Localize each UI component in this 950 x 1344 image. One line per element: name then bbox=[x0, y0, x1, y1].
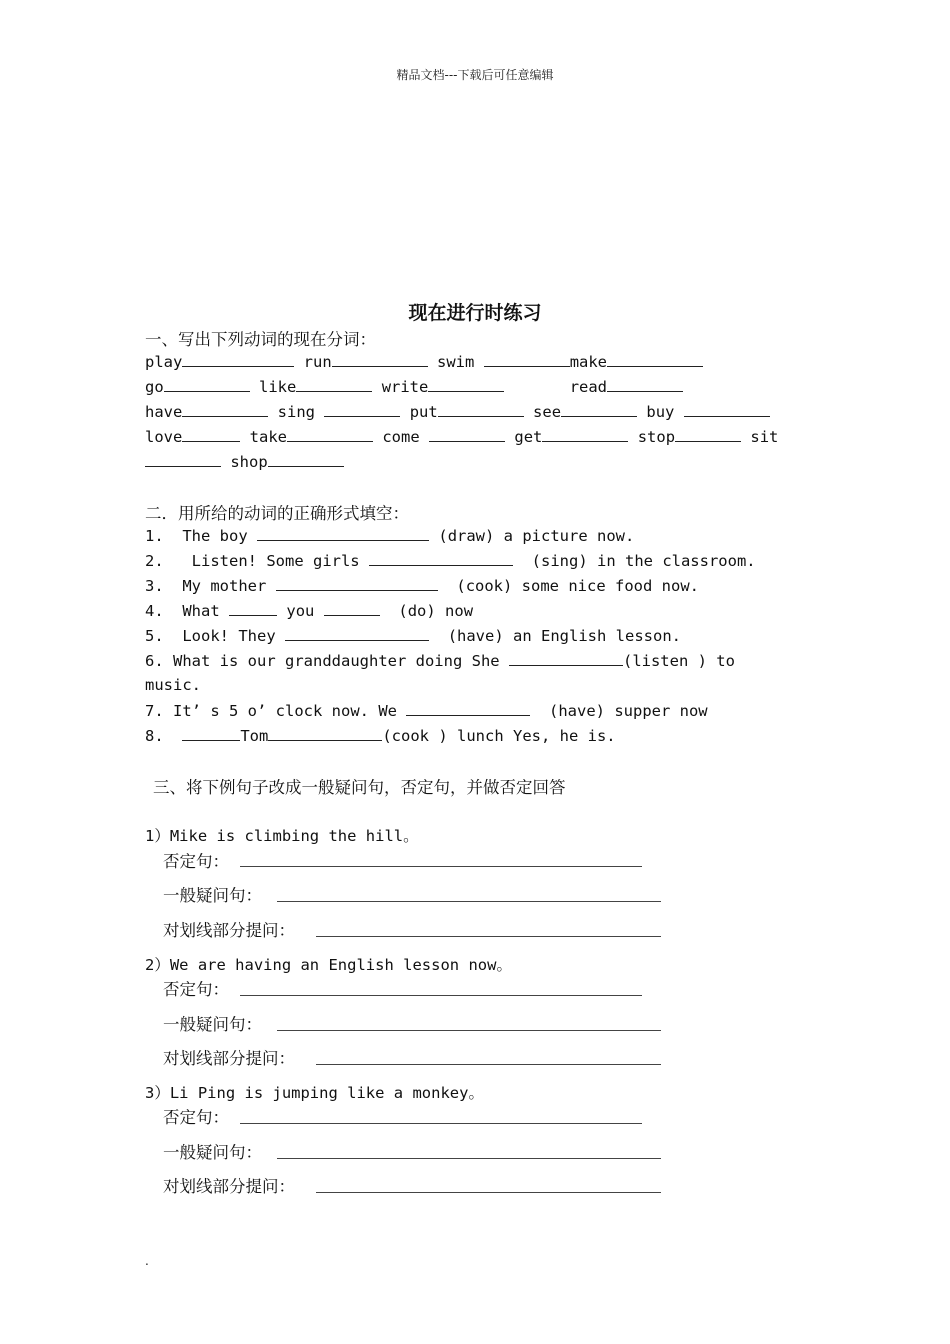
answer-blank[interactable] bbox=[484, 352, 570, 367]
verb-row-1 bbox=[145, 352, 703, 371]
item-text: My mother bbox=[182, 577, 267, 595]
wh-question-label: 对划线部分提问： bbox=[163, 921, 295, 940]
item-text: What is our granddaughter doing She bbox=[173, 652, 500, 670]
question-label: 一般疑问句： bbox=[163, 1015, 262, 1034]
verb-row-3 bbox=[145, 402, 770, 421]
answer-blank[interactable] bbox=[229, 601, 277, 616]
sentence-2: 2）We are having an English lesson now。 bbox=[145, 956, 512, 974]
section3-heading: 三、将下例句子改成一般疑问句，否定句，并做否定回答 bbox=[153, 778, 566, 797]
answer-blank[interactable] bbox=[296, 377, 372, 392]
item-number: 6. bbox=[145, 652, 164, 670]
answer-blank[interactable] bbox=[369, 551, 513, 566]
exercise-item-7 bbox=[145, 701, 708, 720]
answer-blank[interactable] bbox=[268, 452, 344, 467]
exercise-item-5 bbox=[145, 626, 681, 645]
negative-answer-line[interactable] bbox=[240, 1123, 642, 1124]
answer-blank[interactable] bbox=[561, 402, 637, 417]
item-text: (cook ) lunch Yes, he is. bbox=[382, 727, 616, 745]
item-text: (listen ) to bbox=[622, 652, 735, 670]
verb: stop bbox=[637, 428, 676, 446]
answer-blank[interactable] bbox=[182, 352, 294, 367]
answer-blank[interactable] bbox=[164, 377, 250, 392]
section2-heading: 二．用所给的动词的正确形式填空： bbox=[145, 504, 409, 523]
answer-blank[interactable] bbox=[324, 601, 380, 616]
exercise-item-6 bbox=[145, 651, 735, 670]
answer-blank[interactable] bbox=[607, 352, 703, 367]
item-text: It’ s 5 o’ clock now. We bbox=[173, 702, 397, 720]
answer-blank[interactable] bbox=[182, 726, 240, 741]
question-label: 一般疑问句： bbox=[163, 1143, 262, 1162]
answer-blank[interactable] bbox=[607, 377, 683, 392]
item-text: (have) supper now bbox=[549, 702, 708, 720]
item-number: 3. bbox=[145, 577, 164, 595]
verb: swim bbox=[437, 353, 475, 371]
exercise-item-8 bbox=[145, 726, 616, 745]
verb: play bbox=[145, 353, 183, 371]
answer-blank[interactable] bbox=[675, 427, 741, 442]
item-number: 5. bbox=[145, 627, 164, 645]
sentence-1: 1）Mike is climbing the hill。 bbox=[145, 827, 419, 845]
wh-question-answer-line[interactable] bbox=[316, 1192, 661, 1193]
question-label: 一般疑问句： bbox=[163, 886, 262, 905]
verb-row-5 bbox=[145, 452, 344, 471]
verb: go bbox=[145, 378, 164, 396]
verb: run bbox=[303, 353, 332, 371]
negative-answer-line[interactable] bbox=[240, 866, 642, 867]
answer-blank[interactable] bbox=[268, 726, 382, 741]
answer-blank[interactable] bbox=[324, 402, 400, 417]
verb-row-2 bbox=[145, 377, 683, 396]
wh-question-answer-line[interactable] bbox=[316, 936, 661, 937]
answer-blank[interactable] bbox=[257, 526, 429, 541]
verb: take bbox=[249, 428, 287, 446]
answer-blank[interactable] bbox=[276, 576, 438, 591]
verb: come bbox=[382, 428, 420, 446]
answer-blank[interactable] bbox=[285, 626, 429, 641]
footer-dot: . bbox=[145, 1254, 149, 1268]
negative-answer-line[interactable] bbox=[240, 995, 642, 996]
answer-blank[interactable] bbox=[429, 427, 505, 442]
item-text: (sing) in the classroom. bbox=[531, 552, 756, 570]
item-text: Look! They bbox=[182, 627, 276, 645]
wh-question-label: 对划线部分提问： bbox=[163, 1049, 295, 1068]
answer-blank[interactable] bbox=[182, 427, 240, 442]
exercise-item-6-cont: music. bbox=[145, 676, 201, 694]
answer-blank[interactable] bbox=[438, 402, 524, 417]
item-text: (do) now bbox=[398, 602, 474, 620]
verb: buy bbox=[646, 403, 675, 421]
answer-blank[interactable] bbox=[509, 651, 623, 666]
verb: sing bbox=[277, 403, 315, 421]
answer-blank[interactable] bbox=[332, 352, 428, 367]
answer-blank[interactable] bbox=[542, 427, 628, 442]
wh-question-answer-line[interactable] bbox=[316, 1064, 661, 1065]
exercise-item-2 bbox=[145, 551, 756, 570]
page-title: 现在进行时练习 bbox=[408, 302, 542, 324]
verb: shop bbox=[230, 453, 268, 471]
verb: love bbox=[145, 428, 183, 446]
item-text: you bbox=[286, 602, 315, 620]
verb: like bbox=[259, 378, 297, 396]
answer-blank[interactable] bbox=[145, 452, 221, 467]
verb: write bbox=[381, 378, 429, 396]
item-number: 2. bbox=[145, 552, 164, 570]
question-answer-line[interactable] bbox=[277, 1158, 661, 1159]
wh-question-label: 对划线部分提问： bbox=[163, 1177, 295, 1196]
page-header: 精品文档---下载后可任意编辑 bbox=[396, 68, 554, 82]
verb: see bbox=[533, 403, 562, 421]
answer-blank[interactable] bbox=[684, 402, 770, 417]
item-text: The boy bbox=[182, 527, 248, 545]
item-text: (cook) some nice food now. bbox=[456, 577, 699, 595]
item-text: (have) an English lesson. bbox=[447, 627, 681, 645]
item-text: What bbox=[182, 602, 220, 620]
item-text: (draw) a picture now. bbox=[438, 527, 635, 545]
item-number: 4. bbox=[145, 602, 164, 620]
item-number: 8. bbox=[145, 727, 164, 745]
negative-label: 否定句： bbox=[163, 852, 229, 871]
verb: sit bbox=[750, 428, 779, 446]
verb: get bbox=[514, 428, 543, 446]
verb: make bbox=[569, 353, 608, 371]
item-text: Tom bbox=[240, 727, 269, 745]
negative-label: 否定句： bbox=[163, 980, 229, 999]
verb: have bbox=[145, 403, 183, 421]
exercise-item-3 bbox=[145, 576, 699, 595]
verb: put bbox=[409, 403, 438, 421]
answer-blank[interactable] bbox=[428, 377, 504, 392]
answer-blank[interactable] bbox=[287, 427, 373, 442]
section1-heading: 一、写出下列动词的现在分词： bbox=[145, 330, 376, 349]
exercise-item-1 bbox=[145, 526, 634, 545]
verb-row-4 bbox=[145, 427, 778, 446]
question-answer-line[interactable] bbox=[277, 1030, 661, 1031]
item-number: 7. bbox=[145, 702, 164, 720]
negative-label: 否定句： bbox=[163, 1108, 229, 1127]
answer-blank[interactable] bbox=[406, 701, 530, 716]
item-number: 1. bbox=[145, 527, 164, 545]
question-answer-line[interactable] bbox=[277, 901, 661, 902]
exercise-item-4 bbox=[145, 601, 473, 620]
verb: read bbox=[569, 378, 608, 396]
sentence-3: 3）Li Ping is jumping like a monkey。 bbox=[145, 1084, 484, 1102]
answer-blank[interactable] bbox=[182, 402, 268, 417]
item-text: Listen! Some girls bbox=[191, 552, 360, 570]
